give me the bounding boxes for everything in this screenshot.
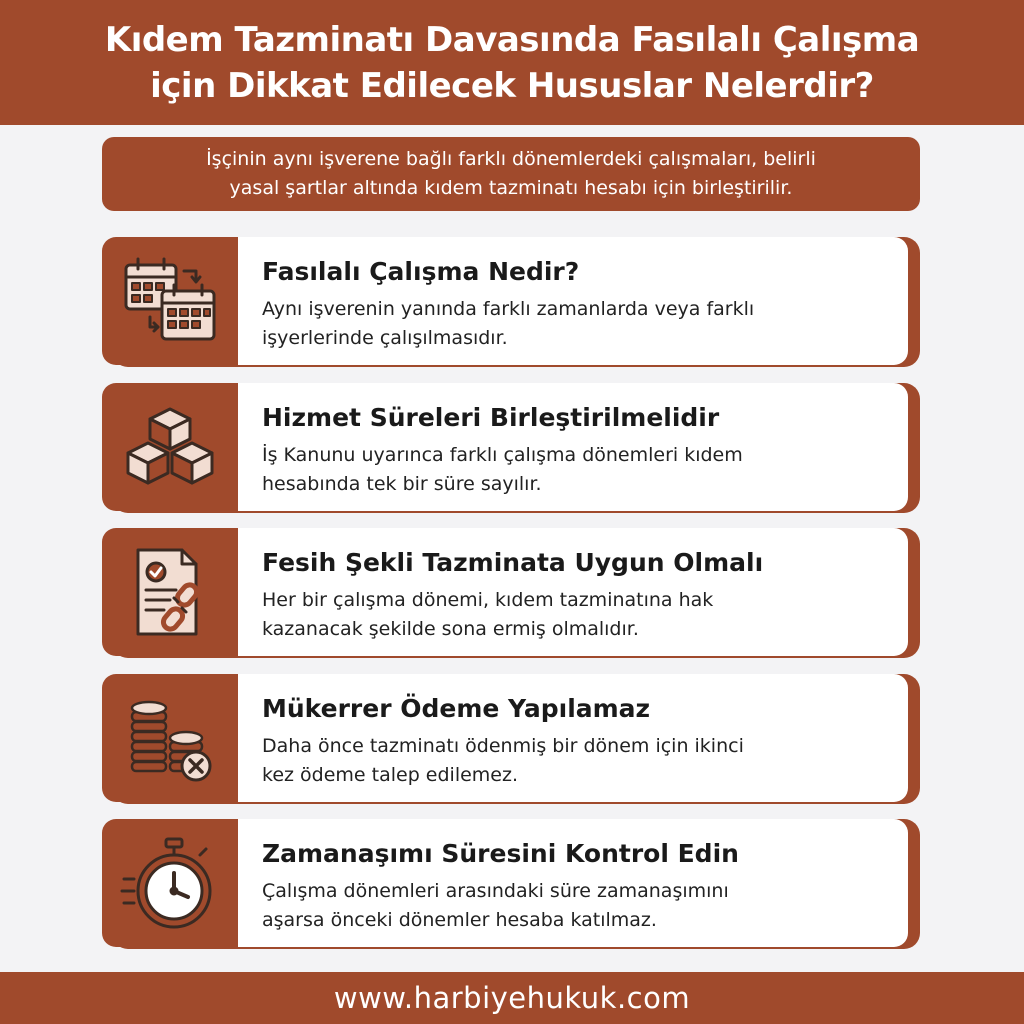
card-body — [102, 237, 908, 365]
intro-line-2: yasal şartlar altında kıdem tazminatı hesabı için birleştirilir. — [229, 177, 793, 199]
card-description-line-1: Aynı işverenin yanında farklı zamanlarda veya farklı — [262, 298, 755, 320]
card-description — [262, 295, 892, 353]
card-description — [262, 877, 892, 935]
coins-cross-icon — [102, 674, 238, 802]
boxes-icon — [102, 383, 238, 511]
card-description-line-2: hesabında tek bir süre sayılır. — [262, 473, 542, 495]
card-description-line-2: işyerlerinde çalışılmasıdır. — [262, 327, 508, 349]
website-link[interactable]: www.harbiyehukuk.com — [333, 981, 691, 1015]
info-card-fasilali-calisma — [102, 237, 920, 367]
card-title: Fesih Şekli Tazminata Uygun Olmalı — [262, 548, 764, 577]
card-body — [102, 528, 908, 656]
info-card-fesih-sekli — [102, 528, 920, 658]
intro-banner — [102, 137, 920, 211]
card-description-line-1: Daha önce tazminatı ödenmiş bir dönem için ikinci — [262, 735, 744, 757]
page-title-line-1: Kıdem Tazminatı Davasında Fasılalı Çalışma — [104, 19, 920, 60]
footer-bar — [0, 972, 1024, 1024]
info-card-mukerrer-odeme — [102, 674, 920, 804]
card-title: Mükerrer Ödeme Yapılamaz — [262, 694, 651, 723]
card-body — [102, 674, 908, 802]
card-description — [262, 441, 892, 499]
intro-line-1: İşçinin aynı işverene bağlı farklı dönemlerdeki çalışmaları, belirli — [206, 148, 816, 170]
card-title: Fasılalı Çalışma Nedir? — [262, 257, 580, 286]
card-description-line-2: kez ödeme talep edilemez. — [262, 764, 519, 786]
card-description-line-1: İş Kanunu uyarınca farklı çalışma dönemleri kıdem — [262, 444, 743, 466]
card-description-line-2: aşarsa önceki dönemler hesaba katılmaz. — [262, 909, 657, 931]
calendar-icon — [102, 237, 238, 365]
info-card-zamanasimi — [102, 819, 920, 949]
document-broken-chain-icon — [102, 528, 238, 656]
card-body — [102, 819, 908, 947]
info-card-hizmet-sureleri — [102, 383, 920, 513]
card-description-line-1: Çalışma dönemleri arasındaki süre zamanaşımını — [262, 880, 729, 902]
card-description — [262, 732, 892, 790]
header-banner — [0, 0, 1024, 125]
card-description-line-2: kazanacak şekilde sona ermiş olmalıdır. — [262, 618, 639, 640]
card-description — [262, 586, 892, 644]
card-title: Hizmet Süreleri Birleştirilmelidir — [262, 403, 720, 432]
card-body — [102, 383, 908, 511]
stopwatch-icon — [102, 819, 238, 947]
card-title: Zamanaşımı Süresini Kontrol Edin — [262, 839, 739, 868]
page-title-line-2: için Dikkat Edilecek Hususlar Nelerdir? — [150, 65, 874, 106]
card-description-line-1: Her bir çalışma dönemi, kıdem tazminatına hak — [262, 589, 714, 611]
